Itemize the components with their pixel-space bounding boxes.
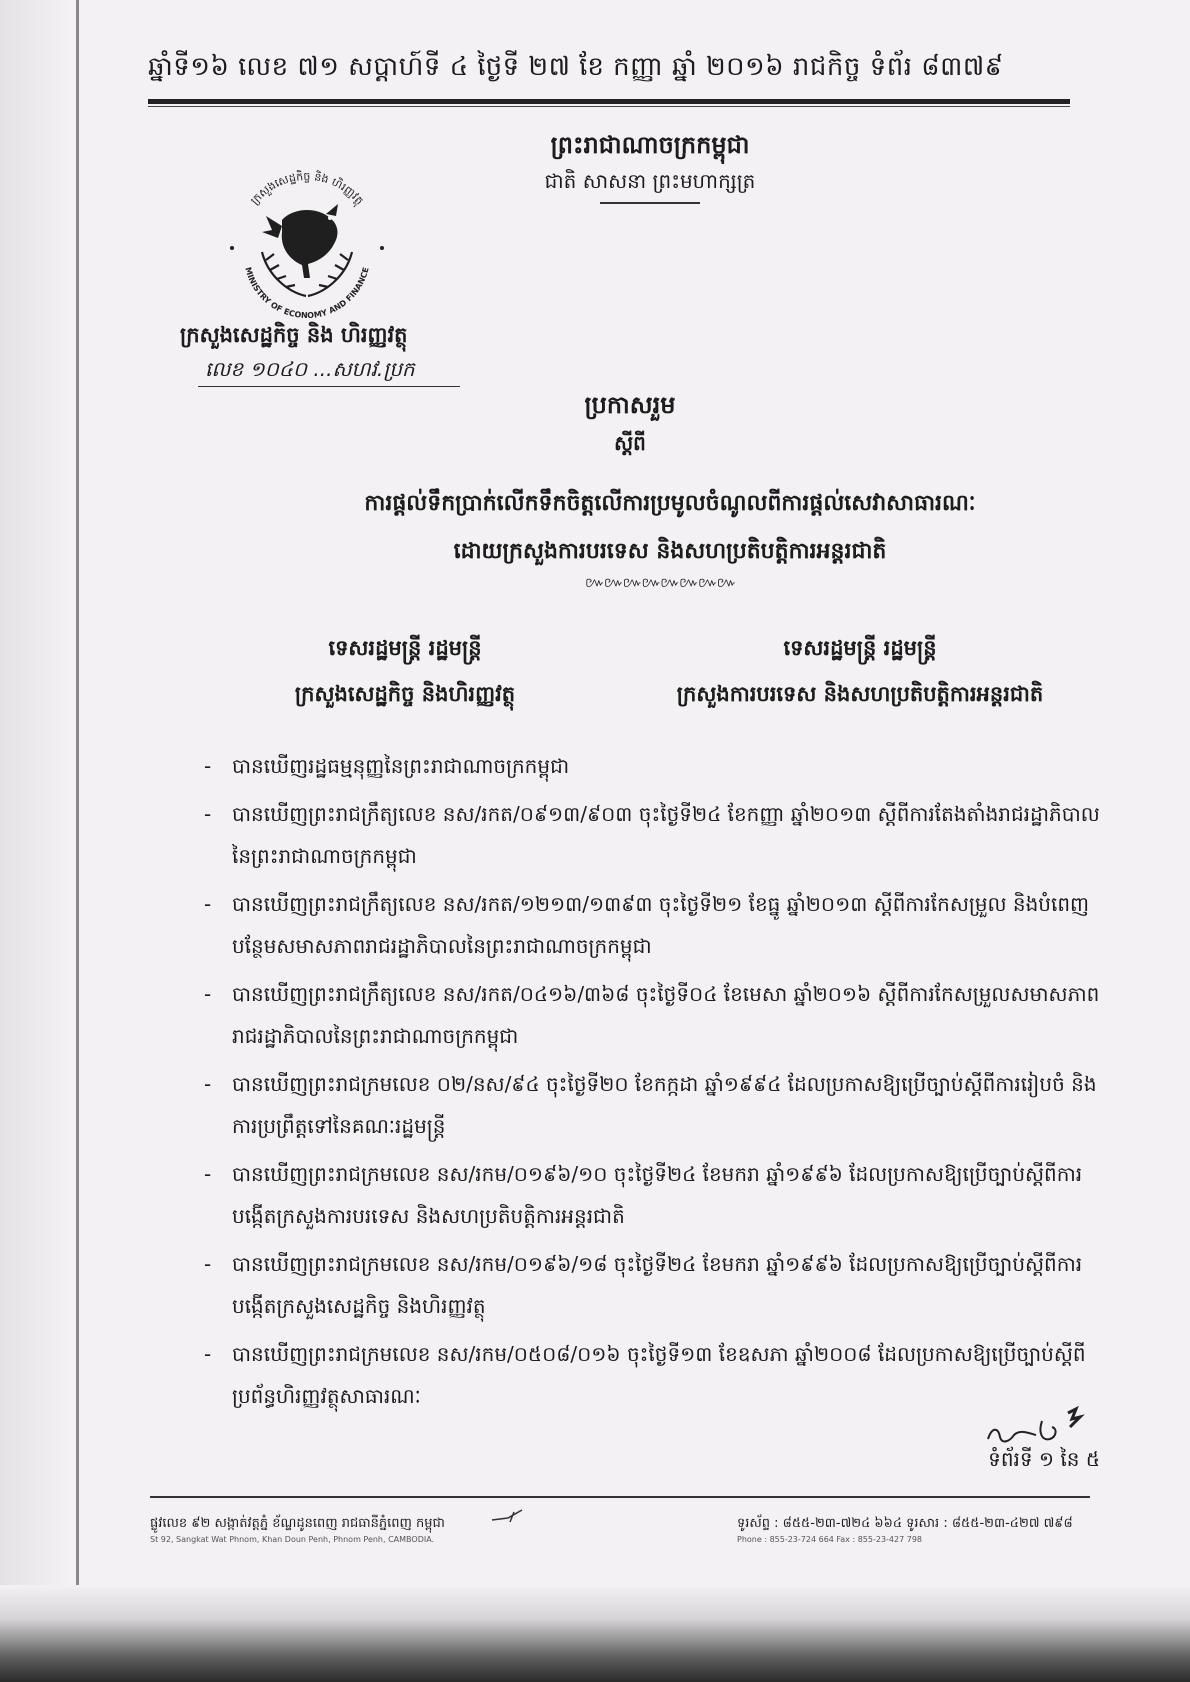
document-subject bbox=[320, 480, 1020, 576]
footer-contact-english: Phone : 855-23-724 664 Fax : 855-23-427 798 bbox=[737, 1535, 922, 1544]
scan-binding-edge bbox=[76, 0, 79, 1682]
ministry-seal-icon bbox=[222, 160, 392, 330]
svg-text:ក្រសួងសេដ្ឋកិច្ច និង ហិរញ្ញវត្ bbox=[248, 169, 366, 208]
signatory-right-ministry: ក្រសួងការបរទេស និងសហប្រតិបត្តិការអន្តរជាតិ bbox=[676, 682, 1044, 706]
ministry-name: ក្រសួងសេដ្ឋកិច្ច និង ហិរញ្ញវត្ថុ bbox=[180, 323, 408, 347]
kingdom-title: ព្រះរាជាណាចក្រកម្ពុជា bbox=[550, 131, 750, 159]
consideration-item: - បានឃើញព្រះរាជក្រឹត្យលេខ នស/រកត/០៤១៦/៣៦៨ ចុះថ្ងៃទី០៤ ខែមេសា ឆ្នាំ២០១៦ ស្ដីពីការកែសម្រួលសមាសភាពរាជរដ្ឋាភិបាលនៃព្រះរាជាណាចក្រកម្ពុជា bbox=[198, 973, 1113, 1057]
subject-line-2: ដោយក្រសួងការបរទេស និងសហប្រតិបត្តិការអន្តរជាតិ bbox=[453, 539, 887, 564]
signatory-right bbox=[640, 625, 1080, 717]
document-about: ស្ដីពី bbox=[614, 431, 646, 455]
scan-left-shadow bbox=[0, 0, 70, 1682]
national-motto: ជាតិ សាសនា ព្រះមហាក្សត្រ bbox=[544, 169, 756, 193]
footer-pen-mark bbox=[490, 1508, 526, 1524]
consideration-item: - បានឃើញព្រះរាជក្រមលេខ នស/រកម/០១៩៦/១៨ ចុះថ្ងៃទី២៤ ខែមករា ឆ្នាំ១៩៩៦ ដែលប្រកាសឱ្យប្រើច្បាប់ស្ដីពីការបង្កើតក្រសួងសេដ្ឋកិច្ច និងហិរញ្ញវត្ថុ bbox=[198, 1243, 1113, 1327]
subject-line-1: ការផ្ដល់ទឹកប្រាក់លើកទឹកចិត្តលើការប្រមូលចំណូលពីការផ្ដល់សេវាសាធារណៈ bbox=[364, 491, 976, 516]
signatory-left bbox=[260, 625, 550, 717]
consideration-item: - បានឃើញព្រះរាជក្រមលេខ នស/រកម/០៥០៨/០១៦ ចុះថ្ងៃទី១៣ ខែឧសភា ឆ្នាំ២០០៨ ដែលប្រកាសឱ្យប្រើច្បាប់ស្ដីពីប្រព័ន្ធហិរញ្ញវត្ថុសាធារណៈ bbox=[198, 1333, 1113, 1417]
motto-divider bbox=[600, 202, 700, 204]
footer-address-english: St 92, Sangkat Wat Phnom, Khan Doun Penh, Phnom Penh, CAMBODIA. bbox=[150, 1535, 435, 1544]
header-rule bbox=[148, 99, 1070, 104]
subject-ornament: ៚៚៚៚៚៚៚៚ bbox=[585, 575, 736, 591]
considerations-list bbox=[198, 745, 1113, 1423]
reference-number: លេខ ១០៤០ ...សហវ.ប្រក bbox=[205, 357, 415, 381]
footer-contact-khmer: ទូរស័ព្ទ : ៨៥៥-២៣-៧២៤ ៦៦៤ ទូរសារ : ៨៥៥-២៣-៤២៧ ៧៩៨ bbox=[737, 1516, 1073, 1531]
page-number: ទំព័រទី ១ នៃ ៥ bbox=[988, 1447, 1100, 1471]
footer-address-khmer: ផ្លូវលេខ ៩២ សង្កាត់វត្តភ្នំ ខ័ណ្ឌដូនពេញ រាជធានីភ្នំពេញ កម្ពុជា bbox=[150, 1516, 445, 1531]
consideration-item: - បានឃើញរដ្ឋធម្មនុញ្ញនៃព្រះរាជាណាចក្រកម្ពុជា bbox=[198, 745, 1113, 787]
consideration-item: - បានឃើញព្រះរាជក្រមលេខ ០២/នស/៩៤ ចុះថ្ងៃទី២០ ខែកក្កដា ឆ្នាំ១៩៩៤ ដែលប្រកាសឱ្យប្រើច្បាប់ស្ដីពីការរៀបចំ និងការប្រព្រឹត្តទៅនៃគណៈរដ្ឋមន្ត្រី bbox=[198, 1063, 1113, 1147]
seal-khmer-text: ក្រសួងសេដ្ឋកិច្ច និង ហិរញ្ញវត្ថុ bbox=[247, 169, 367, 208]
signatory-left-ministry: ក្រសួងសេដ្ឋកិច្ច និងហិរញ្ញវត្ថុ bbox=[294, 682, 516, 706]
header-rule-thin bbox=[148, 106, 1070, 107]
reference-underline bbox=[198, 386, 460, 387]
document-type: ប្រកាសរួម bbox=[584, 391, 676, 419]
signatory-left-title: ទេសរដ្ឋមន្ត្រី រដ្ឋមន្ត្រី bbox=[328, 636, 482, 660]
seal-english-text: MINISTRY OF ECONOMY AND FINANCE bbox=[243, 266, 371, 321]
consideration-item: - បានឃើញព្រះរាជក្រមលេខ នស/រកម/០១៩៦/១០ ចុះថ្ងៃទី២៤ ខែមករា ឆ្នាំ១៩៩៦ ដែលប្រកាសឱ្យប្រើច្បាប់ស្ដីពីការបង្កើតក្រសួងការបរទេស និងសហប្រតិបត្តិការអន្តរជាតិ bbox=[198, 1153, 1113, 1237]
scan-bottom-shadow bbox=[0, 1585, 1190, 1682]
signatory-right-title: ទេសរដ្ឋមន្ត្រី រដ្ឋមន្ត្រី bbox=[783, 636, 937, 660]
consideration-item: - បានឃើញព្រះរាជក្រឹត្យលេខ នស/រកត/១២១៣/១៣៩៣ ចុះថ្ងៃទី២១ ខែធ្នូ ឆ្នាំ២០១៣ ស្ដីពីការកែសម្រួល និងបំពេញបន្ថែមសមាសភាពរាជរដ្ឋាភិបាលនៃព្រះរាជាណាចក្រកម្ពុជា bbox=[198, 883, 1113, 967]
consideration-item: - បានឃើញព្រះរាជក្រឹត្យលេខ នស/រកត/០៩១៣/៩០៣ ចុះថ្ងៃទី២៤ ខែកញ្ញា ឆ្នាំ២០១៣ ស្ដីពីការតែងតាំងរាជរដ្ឋាភិបាលនៃព្រះរាជាណាចក្រកម្ពុជា bbox=[198, 793, 1113, 877]
gazette-header: ឆ្នាំទី១៦ លេខ ៧១ សប្ដាហ៍ទី ៤ ថ្ងៃទី ២៧ ខែ កញ្ញា ឆ្នាំ ២០១៦ រាជកិច្ច ទំព័រ ៨៣៧៩ bbox=[148, 52, 1004, 82]
footer-rule bbox=[150, 1496, 1090, 1498]
